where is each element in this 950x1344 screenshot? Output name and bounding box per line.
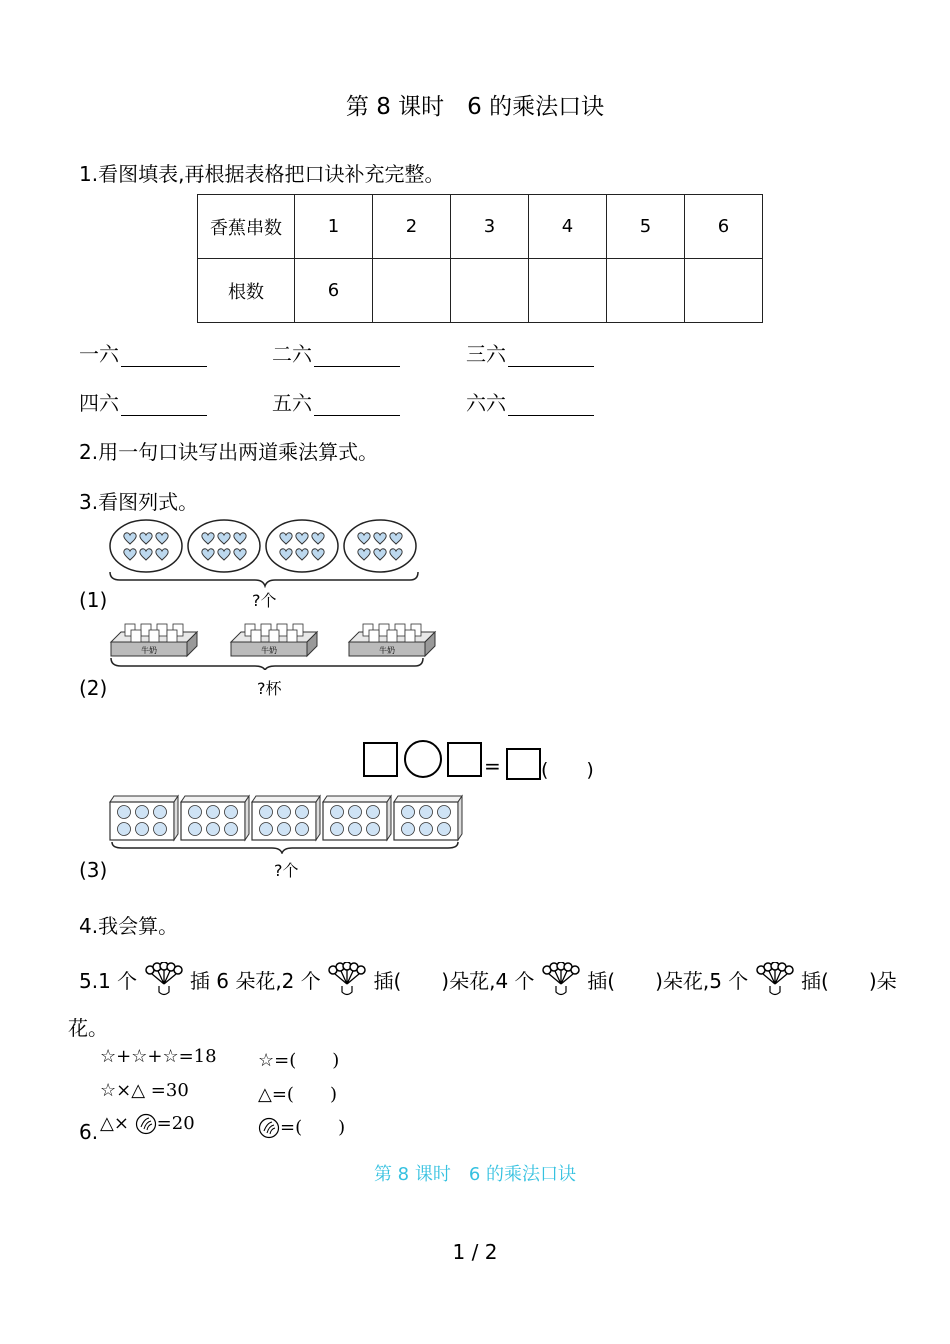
- heart-group: [110, 520, 182, 572]
- question-4-prompt: 4.我会算。: [79, 914, 179, 938]
- ball-box: [394, 796, 462, 840]
- flower-vase-icon: [144, 962, 184, 998]
- rhyme-item: 一六: [79, 338, 207, 367]
- part-1-label: (1): [79, 588, 108, 612]
- answer-blank[interactable]: [508, 395, 594, 416]
- ball-box: [323, 796, 391, 840]
- rhyme-item: 二六: [272, 338, 400, 367]
- unit-paren[interactable]: ( ): [541, 759, 594, 781]
- page-title: 第 8 课时 6 的乘法口诀: [345, 94, 605, 120]
- part-3-label: (3): [79, 858, 108, 882]
- ball-box: [110, 796, 178, 840]
- ball-box: [181, 796, 249, 840]
- heart-group: [266, 520, 338, 572]
- table-row: [198, 195, 763, 259]
- table-cell: 6: [685, 195, 763, 259]
- table-row: [198, 259, 763, 323]
- flower-vase-icon: [327, 962, 367, 998]
- answer-1[interactable]: ☆=( ): [258, 1050, 340, 1071]
- table-cell: 1: [295, 195, 373, 259]
- table-cell: 4: [529, 195, 607, 259]
- question-5-line: 5.1 个 插 6 朵花,2 个 插( )朵花,4 个 插( )朵花,5 个 插( )朵: [79, 962, 897, 994]
- ball-icon: [258, 1117, 280, 1139]
- question-5-line-2: 花。: [68, 1016, 108, 1040]
- question-2-prompt: 2.用一句口诀写出两道乘法算式。: [79, 440, 379, 464]
- table-input-cell[interactable]: [607, 259, 685, 323]
- equals-sign: =: [484, 754, 501, 778]
- ball-icon: [135, 1113, 157, 1135]
- table-cell: 2: [373, 195, 451, 259]
- table-input-cell[interactable]: [529, 259, 607, 323]
- svg-text:牛奶: 牛奶: [261, 646, 277, 655]
- part-1-total: ?个: [252, 591, 277, 610]
- table-input-cell[interactable]: [685, 259, 763, 323]
- table-cell: 3: [451, 195, 529, 259]
- svg-text:牛奶: 牛奶: [141, 646, 157, 655]
- equation-3: △× =20: [100, 1113, 195, 1134]
- flower-vase-icon: [755, 962, 795, 998]
- table-cell: 5: [607, 195, 685, 259]
- brace: [111, 658, 423, 670]
- answer-2[interactable]: △=( ): [258, 1084, 337, 1105]
- heart-group: [188, 520, 260, 572]
- page-indicator: 1 / 2: [452, 1240, 498, 1264]
- milk-crate: [231, 624, 317, 656]
- equation-2: ☆×△ =30: [100, 1080, 189, 1101]
- ball-box: [252, 796, 320, 840]
- question-6-label: 6.: [79, 1120, 99, 1144]
- table-cell: 6: [295, 259, 373, 323]
- milk-crate: [349, 624, 435, 656]
- milk-crates-illustration: [105, 618, 445, 670]
- number-box[interactable]: [447, 742, 482, 777]
- table-input-cell[interactable]: [451, 259, 529, 323]
- part-3-total: ?个: [274, 861, 299, 880]
- answer-blank[interactable]: [121, 346, 207, 367]
- footer-link[interactable]: 第 8 课时 6 的乘法口诀: [373, 1164, 577, 1185]
- milk-crate: [111, 624, 197, 656]
- result-box[interactable]: [506, 748, 541, 780]
- operator-circle[interactable]: [404, 740, 442, 778]
- brace: [110, 572, 418, 586]
- answer-blank[interactable]: [314, 395, 400, 416]
- table-header-count: 根数: [198, 259, 295, 323]
- heart-group: [344, 520, 416, 572]
- answer-blank[interactable]: [314, 346, 400, 367]
- equation-1: ☆+☆+☆=18: [100, 1046, 217, 1067]
- brace: [112, 842, 458, 853]
- answer-3[interactable]: =( ): [258, 1113, 345, 1139]
- rhyme-item: 三六: [466, 338, 594, 367]
- rhyme-item: 六六: [466, 387, 594, 416]
- answer-blank[interactable]: [508, 346, 594, 367]
- banana-table: [197, 194, 763, 323]
- rhyme-item: 五六: [272, 387, 400, 416]
- heart-groups-illustration: [100, 518, 430, 588]
- flower-vase-icon: [541, 962, 581, 998]
- rhyme-item: 四六: [79, 387, 207, 416]
- part-2-label: (2): [79, 676, 108, 700]
- table-input-cell[interactable]: [373, 259, 451, 323]
- table-header-bunches: 香蕉串数: [198, 195, 295, 259]
- question-3-prompt: 3.看图列式。: [79, 490, 199, 514]
- ball-boxes-illustration: [106, 794, 466, 854]
- svg-text:牛奶: 牛奶: [379, 646, 395, 655]
- number-box[interactable]: [363, 742, 398, 777]
- part-2-total: ?杯: [257, 679, 282, 698]
- answer-blank[interactable]: [121, 395, 207, 416]
- question-1-prompt: 1.看图填表,再根据表格把口诀补充完整。: [79, 162, 445, 186]
